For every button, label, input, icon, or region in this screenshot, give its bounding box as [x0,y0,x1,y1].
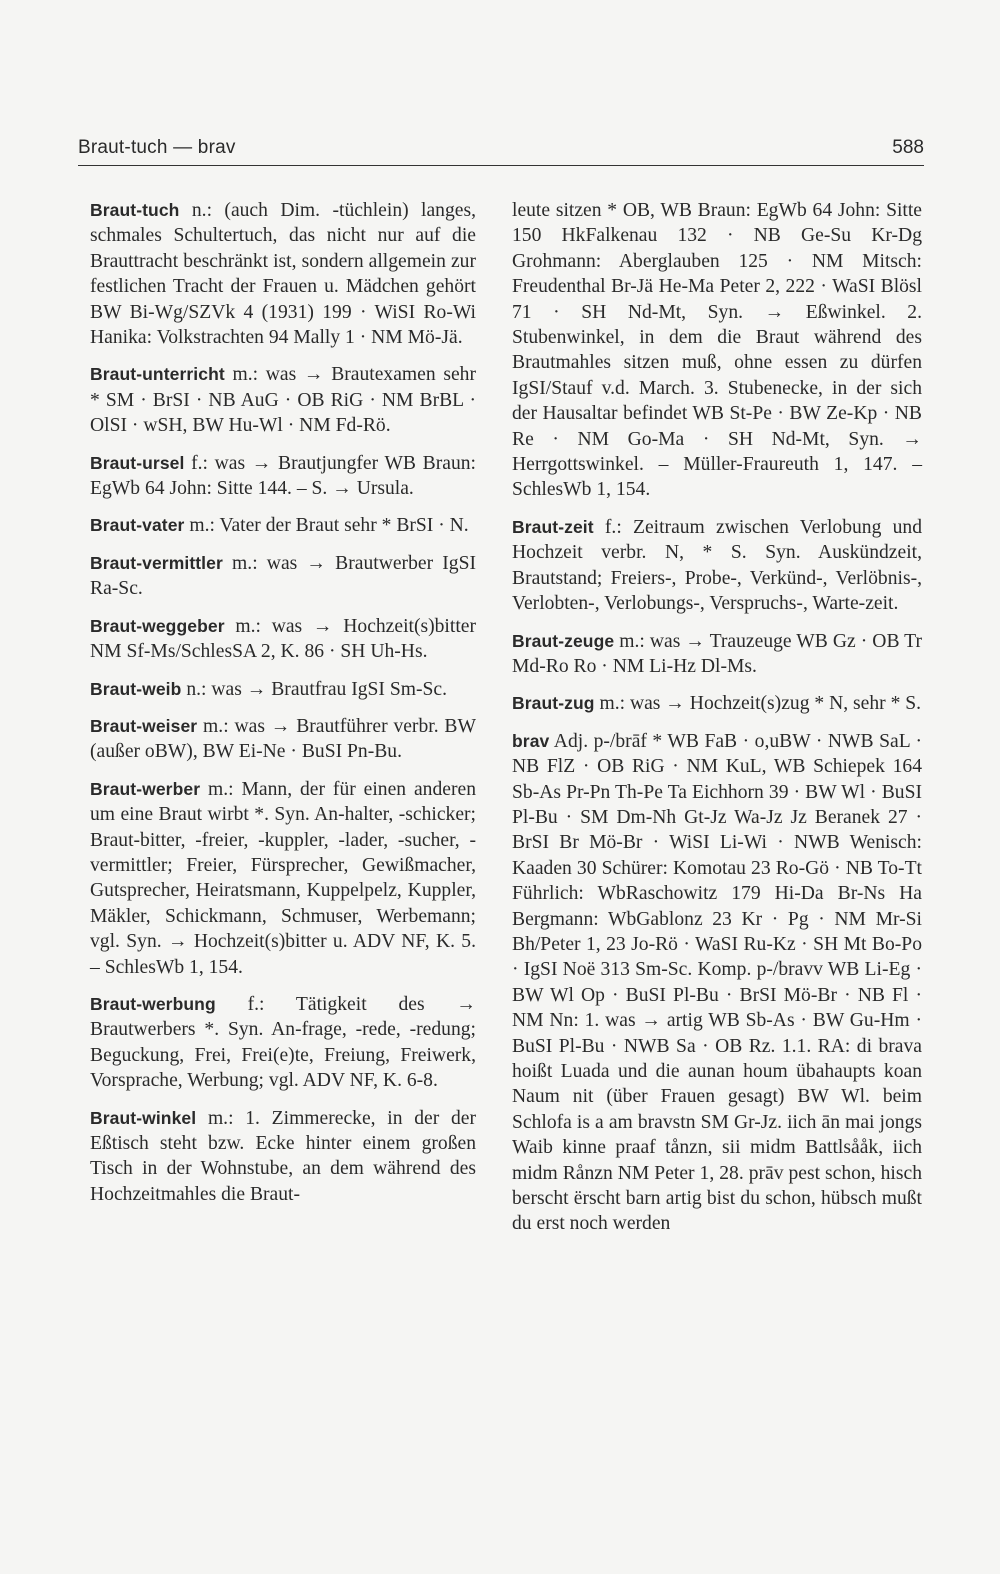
entry-text: m.: was → Hochzeit(s)zug * N, sehr * S. [594,693,922,715]
entry-braut-werbung [90,992,476,1094]
entry-text: m.: Mann, der für einen anderen um eine Braut wirbt *. Syn. An-halter, -schicker; Braut-bitter, -freier, -kuppler, -lader, -sucher, -vermittler; Freier, Fürsprecher, Gewißmacher, Gutsprecher, Heiratsmann, Kuppelpelz, Kuppler, Mäkler, Schickmann, Schmuser, Werbemann; vgl. Syn. → Hochzeit(s)bitter u. ADV NF, K. 5. – SchlesWb 1, 154. [90,778,476,978]
lemma: Braut-werber [90,778,201,799]
entry-text: f.: was → Brautjungfer WB Braun: EgWb 64 John: Sitte 144. – S. → Ursula. [90,452,476,500]
entry-braut-ursel [90,451,476,502]
page-header [78,135,924,161]
entry-text: m.: was → Brautexamen sehr * SM · BrSI · NB AuG · OB RiG · NM BrBL · OlSI · wSH, BW Hu-Wl · NM Fd-Rö. [90,364,476,437]
right-column [512,198,922,1249]
entry-braut-weggeber [90,614,476,665]
entry-braut-zeit [512,515,922,617]
lemma: Braut-zeit [512,516,594,537]
lemma: brav [512,730,550,751]
lemma: Braut-weib [90,678,182,699]
lemma: Braut-winkel [90,1107,197,1128]
entry-braut-werber [90,777,476,980]
lemma: Braut-tuch [90,200,180,220]
entry-braut-tuch [90,198,476,350]
lemma: Braut-werbung [90,993,216,1014]
lemma: Braut-zeuge [512,630,615,651]
entry-text: leute sitzen * OB, WB Braun: EgWb 64 John: Sitte 150 HkFalkenau 132 · NB Ge-Su Kr-Dg Grohmann: Aberglauben 125 · NM Mitsch: Freudenthal Br-Jä He-Ma Peter 2, 222 · WaSI Blösl 71 · SH Nd-Mt, Syn. → Eßwinkel. 2. Stubenwinkel, in dem die Braut während des Brautmahles sitzen muß, ohne essen zu dürfen IgSI/Stauf v.d. March. 3. Stubenecke, in der sich der Hausaltar befindet WB St-Pe · BW Ze-Kp · NB Re · NM Go-Ma · SH Nd-Mt, Syn. → Herrgottswinkel. – Müller-Fraureuth 1, 147. – SchlesWb 1, 154. [512,200,922,501]
entry-braut-winkel [90,1106,476,1208]
entry-text: f.: Tätigkeit des → Brautwerbers *. Syn. An-frage, -rede, -redung; Beguckung, Frei, Frei(e)te, Freiung, Freiwerk, Vorsprache, Werbung; vgl. ADV NF, K. 6-8. [90,993,476,1092]
entry-text: m.: was → Brautwerber IgSI Ra-Sc. [90,552,476,600]
entry-braut-unterricht [90,362,476,438]
entry-text: m.: Vater der Braut sehr * BrSI · N. [184,515,469,537]
lemma: Braut-zug [512,693,595,714]
entry-brav [512,729,922,1237]
lemma: Braut-vater [90,515,185,536]
page-number: 588 [892,137,924,158]
lemma: Braut-weggeber [90,615,225,636]
entry-text: Adj. p-/brāf * WB FaB · o,uBW · NWB SaL · NB FlZ · OB RiG · NM KuL, WB Schiepek 164 Sb-As Pr-Pn Th-Pe Ta Eichhorn 39 · BW Wl · BuSI Pl-Bu · SM Dm-Nh Gt-Jz Wa-Jz Jz Beranek 27 · BrSI Br Mö-Br · WiSI Li-Wi · NWB Wenisch: Kaaden 30 Schürer: Komotau 23 Ro-Gö · NB To-Tt Führlich: WbRaschowitz 179 Hi-Da Br-Ns Ha Bergmann: WbGablonz 23 Kr · Pg · NM Mr-Si Bh/Peter 1, 23 Jo-Rö · WaSI Ru-Kz · SH Mt Bo-Po · IgSI Noë 313 Sm-Sc. Komp. p-/bravv WB Li-Eg · BW Wl Op · BuSI Pl-Bu · BrSI Mö-Br · NB Fl · NM Nn: 1. was → artig WB Sb-As · BW Gu-Hm · BuSI Pl-Bu · NWB Sa · OB Rz. 1.1. RA: di brava hoißt Luada und die aunan houm übahaupts koan Naum nit (über Frauen gesagt) BW Wl. beim Schlofa is a am bravstn SM Gr-Jz. iich ān mai jongs Waib kinne praaf tånzn, sii midm Battlsååk, iich midm Rånzn NM Peter 1, 28. prāv pest schon, hisch berscht ërscht barn artig bist du schon, hübsch mußt du erst noch werden [512,730,922,1235]
header-rule [78,165,924,166]
left-column [90,198,476,1219]
lemma: Braut-vermittler [90,552,223,573]
entry-text: f.: Zeitraum zwischen Verlobung und Hochzeit verbr. N, * S. Syn. Auskündzeit, Brautstand; Freiers-, Probe-, Verkünd-, Verlöbnis-, Verlobten-, Verlobungs-, Verspruchs-, Warte-zeit. [512,516,922,615]
entry-braut-zug [512,691,922,716]
entry-text: n.: (auch Dim. -tüchlein) langes, schmales Schultertuch, das nicht nur auf die Brauttracht beschränkt ist, sondern allgemein zur festlichen Tracht der Frauen u. Mädchen gehört BW Bi-Wg/SZVk 4 (1931) 199 · WiSI Ro-Wi Hanika: Volkstrachten 94 Mally 1 · NM Mö-Jä. [90,200,476,349]
entry-text: m.: was → Brautführer verbr. BW (außer oBW), BW Ei-Ne · BuSI Pn-Bu. [90,715,476,763]
entry-text: m.: was → Hochzeit(s)bitter NM Sf-Ms/SchlesSA 2, K. 86 · SH Uh-Hs. [90,615,476,663]
page-title: Braut-tuch — brav [78,137,236,158]
entry-braut-weib [90,677,476,702]
entry-text: m.: was → Trauzeuge WB Gz · OB Tr Md-Ro Ro · NM Li-Hz Dl-Ms. [512,630,922,677]
entry-braut-zeuge [512,629,922,680]
entry-braut-vermittler [90,551,476,602]
lemma: Braut-weiser [90,715,198,736]
entry-braut-vater [90,513,476,538]
lemma: Braut-ursel [90,452,185,473]
entry-text: n.: was → Brautfrau IgSI Sm-Sc. [181,678,448,700]
entry-text: m.: 1. Zimmerecke, in der der Eßtisch steht bzw. Ecke hinter einem großen Tisch in der Wohnstube, an dem während des Hochzeitmahles die Braut- [90,1107,476,1205]
entry-braut-weiser [90,714,476,765]
lemma: Braut-unterricht [90,364,225,385]
entry-braut-winkel-continued [512,198,922,503]
